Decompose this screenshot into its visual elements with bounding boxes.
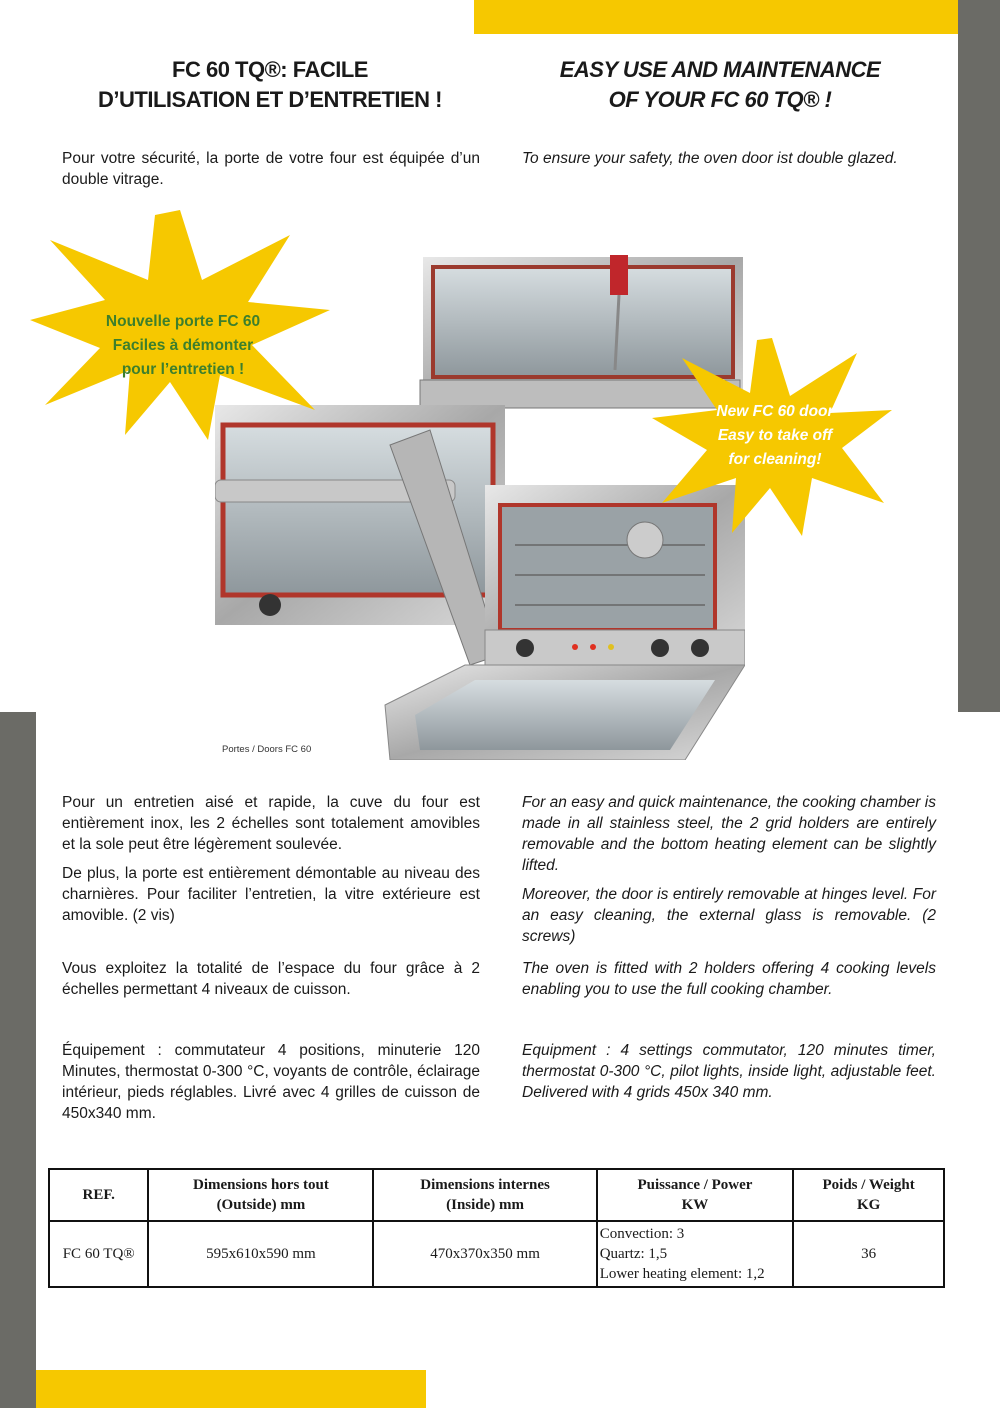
- header-power: Puissance / Power KW: [597, 1169, 794, 1221]
- table-row: [49, 1221, 944, 1287]
- header-outside-dimensions: Dimensions hors tout (Outside) mm: [148, 1169, 373, 1221]
- intro-french: Pour votre sécurité, la porte de votre four est équipée d’un double vitrage.: [62, 150, 480, 188]
- cell-outside: 595x610x590 mm: [148, 1221, 373, 1287]
- body-english-block2: The oven is fitted with 2 holders offering 4 cooking levels enabling you to use the full cooking chamber.: [522, 960, 936, 998]
- title-english: [510, 55, 930, 115]
- cell-power: Convection: 3 Quartz: 1,5 Lower heating element: 1,2: [597, 1221, 794, 1287]
- cell-weight: 36: [793, 1221, 944, 1287]
- top-yellow-bar: [474, 0, 958, 34]
- photo-caption: Portes / Doors FC 60: [222, 744, 312, 755]
- body-english-block3: Equipment : 4 settings commutator, 120 minutes timer, thermostat 0-300 °C, pilot lights, inside light, adjustable feet. Delivered with 4 grids 450x 340 mm.: [522, 1042, 936, 1101]
- title-french: [60, 55, 480, 115]
- body-french-block3: Équipement : commutateur 4 positions, minuterie 120 Minutes, thermostat 0-300 °C, voyants de contrôle, éclairage intérieur, pieds réglables. Livré avec 4 grilles de cuisson de 450x340 mm.: [62, 1042, 480, 1122]
- body-english-block1: For an easy and quick maintenance, the cooking chamber is made in all stainless steel, the 2 grid holders are entirely removable and the bottom heating element can be slightly lifted. Moreover, the door is entirely removable at hinges level. For an easy cleaning, the external glass is removable. (2 screws): [522, 794, 936, 945]
- starburst-english-text: New FC 60 door Easy to take off for cleaning!: [716, 403, 834, 468]
- right-gray-bar: [958, 0, 1000, 712]
- table-header-row: [49, 1169, 944, 1221]
- starburst-french-text: Nouvelle porte FC 60 Faciles à démonter pour l’entretien !: [105, 313, 261, 378]
- title-french-line2: D’UTILISATION ET D’ENTRETIEN !: [98, 87, 442, 112]
- left-gray-bar: [0, 712, 36, 1408]
- header-weight: Poids / Weight KG: [793, 1169, 944, 1221]
- title-french-line1: FC 60 TQ®: FACILE: [172, 57, 368, 82]
- bottom-yellow-bar: [36, 1370, 426, 1408]
- title-english-line1: EASY USE AND MAINTENANCE: [559, 57, 881, 82]
- cell-inside: 470x370x350 mm: [373, 1221, 596, 1287]
- title-english-line2: OF YOUR FC 60 TQ® !: [608, 87, 832, 112]
- intro-english: To ensure your safety, the oven door ist double glazed.: [522, 150, 898, 167]
- body-french-block1: Pour un entretien aisé et rapide, la cuve du four est entièrement inox, les 2 échelles sont totalement amovibles et la sole peut être légèrement soulevée. De plus, la porte est entièrement démontable au niveau des charnières. Pour faciliter l’entretien, la vitre extérieure est amovible. (2 vis): [62, 794, 480, 924]
- specifications-table: [48, 1168, 945, 1288]
- cell-ref: FC 60 TQ®: [49, 1221, 148, 1287]
- header-ref: REF.: [49, 1169, 148, 1221]
- body-french-block2: Vous exploitez la totalité de l’espace du four grâce à 2 échelles permettant 4 niveaux de cuisson.: [62, 960, 480, 998]
- header-inside-dimensions: Dimensions internes (Inside) mm: [373, 1169, 596, 1221]
